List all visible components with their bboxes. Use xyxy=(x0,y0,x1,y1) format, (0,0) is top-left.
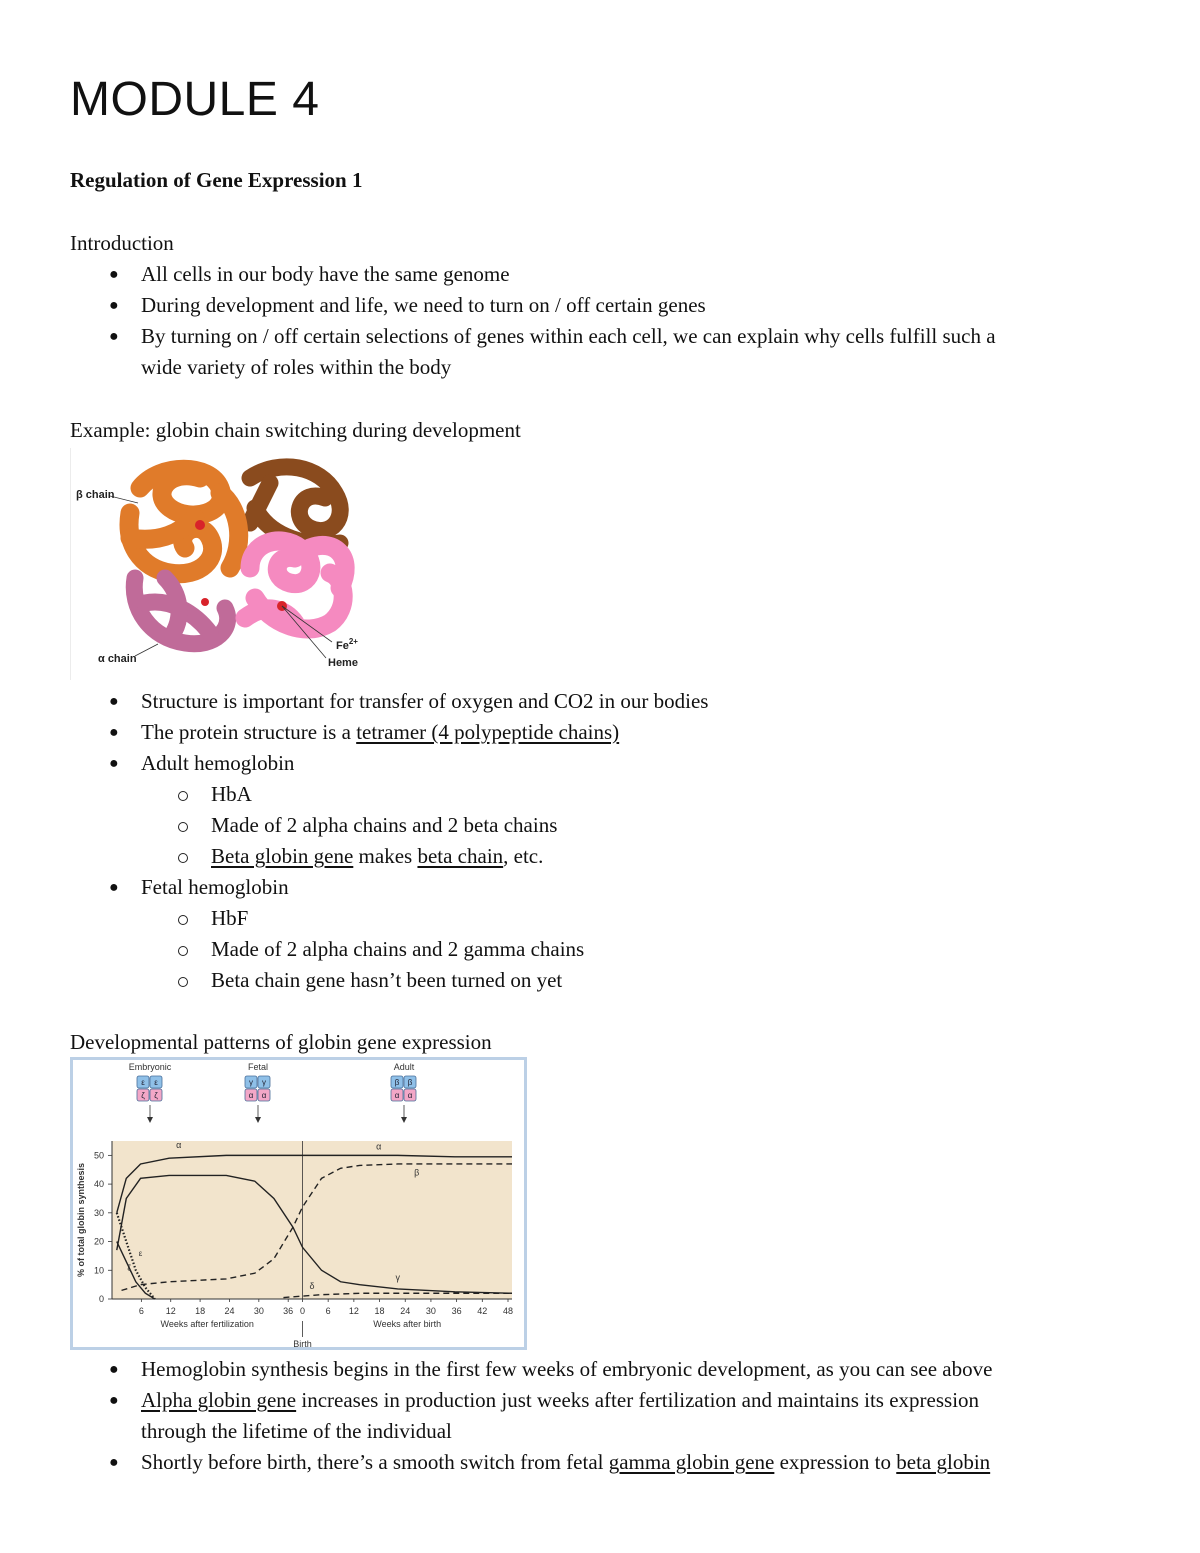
series-label-gamma: γ xyxy=(395,1272,400,1283)
heme-label: Heme xyxy=(328,657,358,669)
heme-dot xyxy=(201,598,209,606)
series-label-beta: β xyxy=(414,1167,420,1178)
chain-symbol: α xyxy=(248,1091,254,1100)
circle-bullet-icon xyxy=(178,822,188,832)
chain-symbol: ε xyxy=(154,1078,158,1087)
sub-list-item: Made of 2 alpha chains and 2 beta chains xyxy=(70,810,708,841)
x-tick-label: 30 xyxy=(253,1306,264,1316)
y-axis-label: % of total globin synthesis xyxy=(76,1162,86,1278)
series-label-zeta: ζ xyxy=(127,1263,131,1273)
x-tick-label: 24 xyxy=(400,1306,411,1316)
series-label-epsilon: ε xyxy=(138,1248,143,1258)
chain-symbol: γ xyxy=(249,1078,253,1087)
bullet-icon: ● xyxy=(109,328,119,345)
series-label-delta: δ xyxy=(309,1280,315,1291)
bullet-icon: ● xyxy=(109,879,119,896)
circle-bullet-icon xyxy=(178,853,188,863)
y-tick-label: 10 xyxy=(93,1265,104,1276)
series-label-alpha-2: α xyxy=(376,1141,382,1152)
dev-heading: Developmental patterns of globin gene expression xyxy=(70,1030,492,1054)
list-item: ● Hemoglobin synthesis begins in the first few weeks of embryonic development, as you can see above xyxy=(70,1354,992,1385)
chain-symbol: ε xyxy=(141,1078,145,1087)
chain-symbol: ζ xyxy=(154,1091,158,1100)
list-item-continuation: wide variety of roles within the body xyxy=(141,355,452,379)
heme-dot xyxy=(195,520,205,530)
intro-list xyxy=(70,259,996,383)
structure-list xyxy=(70,686,708,996)
y-tick-label: 20 xyxy=(93,1236,104,1247)
sub-list-item: HbF xyxy=(70,903,708,934)
x-tick-label: 6 xyxy=(325,1306,331,1316)
chain-symbol: α xyxy=(261,1091,267,1100)
sub-list-item: Beta globin gene makes beta chain, etc. xyxy=(70,841,708,872)
x-tick-label: 12 xyxy=(165,1306,176,1316)
chain-symbol: α xyxy=(407,1091,413,1100)
list-item: ● Fetal hemoglobin xyxy=(70,872,708,903)
x-tick-label: 18 xyxy=(195,1306,206,1316)
bullet-icon: ● xyxy=(109,1454,119,1471)
x-tick-label: 48 xyxy=(502,1306,514,1316)
list-item: ● Shortly before birth, there’s a smooth switch from fetal gamma globin gene expression to beta globin xyxy=(70,1447,992,1478)
y-tick-label: 50 xyxy=(93,1150,104,1161)
chain-symbol: γ xyxy=(262,1078,266,1087)
bullet-icon: ● xyxy=(109,755,119,772)
circle-bullet-icon xyxy=(178,915,188,925)
list-item: ● By turning on / off certain selections of genes within each cell, we can explain why cells fulfill such a xyxy=(70,321,996,352)
intro-heading: Introduction xyxy=(70,231,174,255)
y-tick-label: 30 xyxy=(93,1207,104,1218)
list-item: ● All cells in our body have the same genome xyxy=(70,259,996,290)
bullet-icon: ● xyxy=(109,1361,119,1378)
section-heading: Regulation of Gene Expression 1 xyxy=(70,168,363,192)
summary-list xyxy=(70,1354,992,1478)
stage-label: Adult xyxy=(393,1062,415,1072)
x-axis-label-left: Weeks after fertilization xyxy=(160,1319,254,1329)
bullet-icon: ● xyxy=(109,297,119,314)
example-heading: Example: globin chain switching during development xyxy=(70,418,521,442)
bullet-icon: ● xyxy=(109,1392,119,1409)
circle-bullet-icon xyxy=(178,791,188,801)
sub-list-item: Beta chain gene hasn’t been turned on yet xyxy=(70,965,708,996)
bullet-icon: ● xyxy=(109,266,119,283)
chain-symbol: ζ xyxy=(141,1091,145,1100)
x-tick-label: 24 xyxy=(224,1306,235,1316)
x-tick-label: 30 xyxy=(425,1306,436,1316)
circle-bullet-icon xyxy=(178,977,188,987)
series-label-alpha: α xyxy=(176,1140,182,1151)
fe-label: $Fe^{2+}$ xyxy=(336,637,358,652)
stage-label: Fetal xyxy=(247,1062,269,1072)
alpha-chain-label: α chain xyxy=(98,653,137,665)
list-item: ● During development and life, we need to turn on / off certain genes xyxy=(70,290,996,321)
sub-list-item: Made of 2 alpha chains and 2 gamma chains xyxy=(70,934,708,965)
plot-area xyxy=(112,1141,512,1299)
circle-bullet-icon xyxy=(178,946,188,956)
chain-symbol: α xyxy=(394,1091,400,1100)
list-item: ● The protein structure is a tetramer (4 polypeptide chains) xyxy=(70,717,708,748)
x-tick-label: 42 xyxy=(477,1306,488,1316)
y-tick-label: 40 xyxy=(93,1179,104,1190)
x-tick-label: 0 xyxy=(299,1306,305,1316)
y-tick-label: 0 xyxy=(98,1294,104,1304)
globin-expression-chart xyxy=(70,1057,527,1350)
list-item-continuation: through the lifetime of the individual xyxy=(141,1419,452,1443)
stage-label: Embryonic xyxy=(128,1062,172,1072)
x-tick-label: 18 xyxy=(374,1306,385,1316)
x-tick-label: 36 xyxy=(451,1306,462,1316)
x-tick-label: 6 xyxy=(138,1306,144,1316)
list-item: ● Structure is important for transfer of oxygen and CO2 in our bodies xyxy=(70,686,708,717)
birth-label: Birth xyxy=(293,1339,312,1349)
module-title: MODULE 4 xyxy=(70,73,320,126)
chain-symbol: β xyxy=(394,1078,400,1087)
hemoglobin-structure-figure xyxy=(70,448,370,680)
x-tick-label: 36 xyxy=(283,1306,294,1316)
x-axis-label-right: Weeks after birth xyxy=(373,1319,442,1329)
beta-chain-label: β chain xyxy=(76,489,115,501)
bullet-icon: ● xyxy=(109,693,119,710)
list-item: ● Adult hemoglobin xyxy=(70,748,708,779)
list-item: ● Alpha globin gene increases in production just weeks after fertilization and maintains its expression xyxy=(70,1385,992,1416)
chain-symbol: β xyxy=(407,1078,413,1087)
bullet-icon: ● xyxy=(109,724,119,741)
sub-list-item: HbA xyxy=(70,779,708,810)
x-tick-label: 12 xyxy=(348,1306,359,1316)
